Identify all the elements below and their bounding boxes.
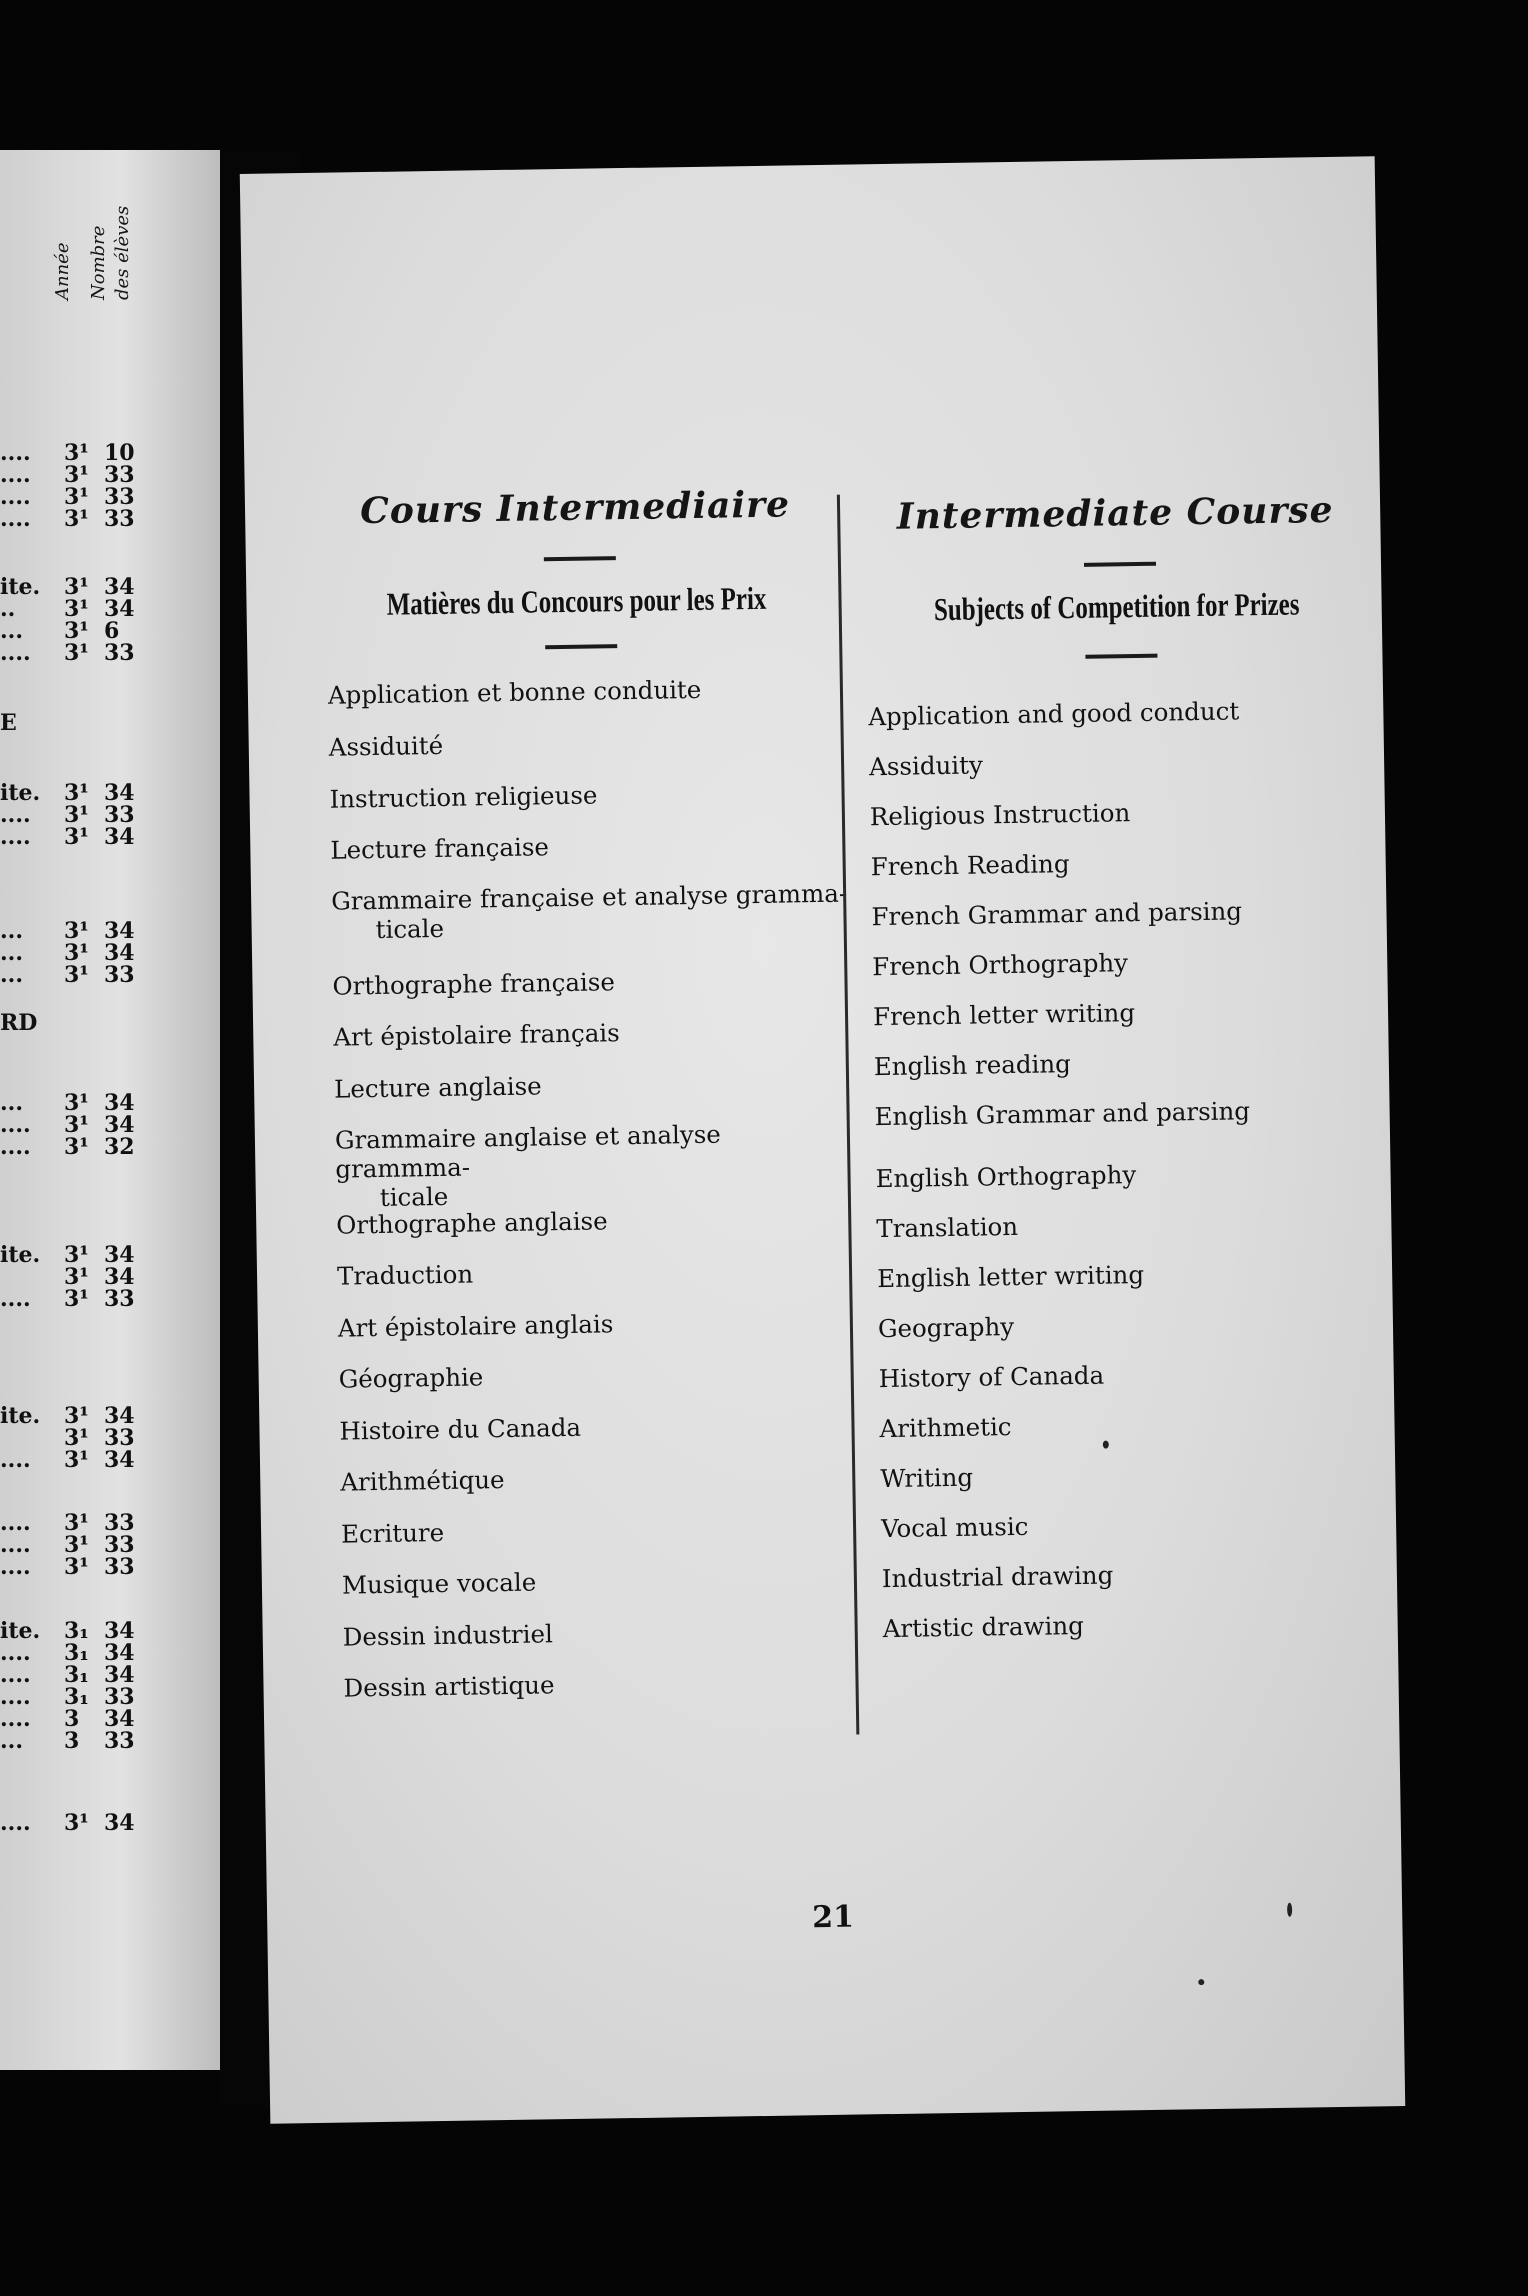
row-year: 3₁ — [64, 1640, 89, 1666]
subject-text: Géographie — [338, 1362, 484, 1394]
english-subject — [876, 1206, 1396, 1243]
row-year: 3¹ — [64, 1286, 89, 1312]
subject-text: Geography — [877, 1312, 1015, 1344]
subject-text: Arithmétique — [340, 1465, 505, 1497]
row-year: 3¹ — [64, 462, 89, 488]
english-subject — [869, 744, 1389, 781]
french-subject — [338, 1356, 858, 1393]
subject-text: Orthographe anglaise — [336, 1206, 608, 1240]
previous-page-row — [0, 962, 210, 988]
row-year: 3¹ — [64, 1264, 89, 1290]
french-subject — [343, 1665, 863, 1702]
subject-text: French letter writing — [872, 998, 1136, 1032]
row-year: 3¹ — [64, 1554, 89, 1580]
row-label: .... — [0, 1510, 31, 1536]
subject-text: Dessin industriel — [342, 1619, 554, 1652]
row-year: 3¹ — [64, 618, 89, 644]
previous-page-row — [0, 1134, 210, 1160]
french-subject — [340, 1459, 860, 1496]
row-count: 33 — [104, 462, 135, 488]
row-count: 34 — [104, 1640, 135, 1666]
english-column — [860, 156, 1360, 1644]
row-count: 34 — [104, 574, 135, 600]
count-column-header: Nombre — [88, 225, 109, 300]
subject-text: English reading — [873, 1049, 1072, 1082]
row-label: .... — [0, 1706, 31, 1732]
row-count: 34 — [104, 1810, 135, 1836]
row-year: 3¹ — [64, 1810, 89, 1836]
previous-page-row — [0, 506, 210, 532]
english-subject — [872, 944, 1392, 981]
row-year: 3¹ — [64, 1403, 89, 1429]
subject-text: Translation — [876, 1211, 1019, 1244]
french-subject — [328, 673, 848, 710]
row-count: 34 — [104, 596, 135, 622]
row-count: 34 — [104, 1447, 135, 1473]
english-subject — [878, 1306, 1398, 1343]
english-subtitle: Subjects of Competition for Prizes — [933, 585, 1300, 628]
column-divider — [837, 495, 859, 1735]
row-year: 3¹ — [64, 962, 89, 988]
row-label: ... — [0, 1090, 23, 1116]
row-count: 33 — [104, 1510, 135, 1536]
english-subject — [871, 894, 1391, 931]
subject-text: English letter writing — [876, 1259, 1145, 1294]
row-count: 34 — [104, 1090, 135, 1116]
title-rule — [544, 556, 616, 561]
subject-text: Traduction — [336, 1259, 474, 1291]
row-label: .... — [0, 1134, 31, 1160]
subject-text: Writing — [880, 1462, 974, 1494]
subject-text-continuation: ticale — [375, 913, 445, 944]
row-count: 33 — [104, 1684, 135, 1710]
row-year: 3¹ — [64, 918, 89, 944]
subject-text: Grammaire française et analyse gramma- — [330, 878, 848, 916]
french-subject — [334, 1066, 854, 1103]
subject-text: Religious Instruction — [869, 798, 1131, 832]
row-year: 3¹ — [64, 574, 89, 600]
page-number: 21 — [811, 1899, 855, 1936]
year-column-header: Année — [52, 242, 73, 300]
french-subject — [337, 1253, 857, 1290]
french-subject — [332, 964, 852, 1001]
row-label: ite. — [0, 780, 41, 806]
row-count: 33 — [104, 802, 135, 828]
row-label: .... — [0, 484, 31, 510]
row-count: 33 — [104, 1532, 135, 1558]
subject-text: Industrial drawing — [881, 1560, 1114, 1594]
row-count: 34 — [104, 1662, 135, 1688]
english-title: Intermediate Course — [896, 488, 1334, 538]
subtitle-rule — [1085, 654, 1157, 659]
french-subject — [338, 1305, 858, 1342]
subject-text: French Reading — [870, 849, 1070, 882]
subject-text: Vocal music — [880, 1511, 1029, 1544]
english-subject — [880, 1456, 1400, 1493]
row-label: .... — [0, 1532, 31, 1558]
row-year: 3¹ — [64, 1447, 89, 1473]
row-label: .... — [0, 1286, 31, 1312]
row-year: 3₁ — [64, 1662, 89, 1688]
subject-text: Assiduité — [328, 730, 444, 762]
row-year: 3 — [64, 1728, 80, 1754]
row-count: 34 — [104, 1403, 135, 1429]
row-count: 33 — [104, 962, 135, 988]
row-label: ... — [0, 618, 23, 644]
row-count: 34 — [104, 1264, 135, 1290]
row-count: 34 — [104, 940, 135, 966]
previous-page-row — [0, 1554, 210, 1580]
french-subject — [343, 1614, 863, 1651]
row-label: .... — [0, 640, 31, 666]
row-count: 34 — [104, 1706, 135, 1732]
row-year: 3¹ — [64, 640, 89, 666]
row-label: .... — [0, 1810, 31, 1836]
english-subject — [870, 844, 1390, 881]
ink-speck — [1103, 1441, 1109, 1449]
subject-text: Art épistolaire anglais — [337, 1309, 614, 1343]
subject-text: Application et bonne conduite — [327, 674, 702, 710]
english-subject — [875, 1156, 1395, 1193]
subject-text: Orthographe française — [332, 967, 616, 1001]
subject-text: Art épistolaire français — [333, 1018, 620, 1052]
english-subject — [870, 794, 1390, 831]
row-year: 3₁ — [64, 1684, 89, 1710]
subject-text: Grammaire anglaise et analyse grammma- — [334, 1119, 721, 1184]
row-year: 3 — [64, 1706, 80, 1732]
row-count: 33 — [104, 640, 135, 666]
subject-text: Arithmetic — [879, 1412, 1012, 1444]
row-year: 3¹ — [64, 484, 89, 510]
row-count: 33 — [104, 506, 135, 532]
row-count: 34 — [104, 918, 135, 944]
row-year: 3¹ — [64, 1090, 89, 1116]
french-subject — [339, 1408, 859, 1445]
row-year: 3¹ — [64, 1242, 89, 1268]
english-subject — [879, 1356, 1399, 1393]
english-subject — [882, 1606, 1402, 1643]
row-label: .... — [0, 440, 31, 466]
row-count: 10 — [104, 440, 135, 466]
row-count: 33 — [104, 1554, 135, 1580]
subject-text: Ecriture — [340, 1517, 445, 1549]
subject-text: Instruction religieuse — [329, 780, 598, 814]
row-label: .... — [0, 462, 31, 488]
previous-page-fragment — [0, 150, 220, 2070]
english-subject — [882, 1556, 1402, 1593]
ink-speck — [1198, 1979, 1204, 1985]
french-title: Cours Intermediaire — [359, 483, 791, 533]
row-count: 34 — [104, 1242, 135, 1268]
row-label: .. — [0, 596, 16, 622]
previous-page-row — [0, 1810, 210, 1836]
row-label: .... — [0, 1662, 31, 1688]
english-subject — [874, 1044, 1394, 1081]
row-year: 3¹ — [64, 1425, 89, 1451]
french-subject — [331, 879, 852, 945]
row-year: 3¹ — [64, 440, 89, 466]
row-year: 3¹ — [64, 940, 89, 966]
count-column-header-2: des élèves — [112, 205, 133, 300]
row-year: 3¹ — [64, 802, 89, 828]
row-count: 33 — [104, 1425, 135, 1451]
previous-page-row — [0, 640, 210, 666]
subject-text: Artistic drawing — [882, 1610, 1085, 1644]
row-label: ite. — [0, 1403, 41, 1429]
previous-page-row — [0, 1728, 210, 1754]
english-subject — [868, 694, 1388, 731]
row-year: 3¹ — [64, 1532, 89, 1558]
previous-page-row — [0, 824, 210, 850]
french-subject — [333, 1015, 853, 1052]
previous-page-row — [0, 1286, 210, 1312]
row-label: .... — [0, 1447, 31, 1473]
row-year: 3₁ — [64, 1618, 89, 1644]
row-count: 34 — [104, 1112, 135, 1138]
row-year: 3¹ — [64, 596, 89, 622]
row-label: .... — [0, 506, 31, 532]
row-count: 6 — [104, 618, 120, 644]
title-rule — [1084, 562, 1156, 567]
row-label: ite. — [0, 1618, 41, 1644]
subject-text: Histoire du Canada — [339, 1412, 582, 1446]
row-count: 33 — [104, 1286, 135, 1312]
french-subtitle: Matières du Concours pour les Prix — [386, 579, 767, 622]
row-year: 3¹ — [64, 824, 89, 850]
section-letter: E — [0, 710, 17, 736]
subject-text: English Grammar and parsing — [874, 1096, 1251, 1132]
french-subject — [329, 777, 849, 814]
row-count: 33 — [104, 484, 135, 510]
english-subject — [879, 1406, 1399, 1443]
row-label: ... — [0, 940, 23, 966]
english-subject — [873, 994, 1393, 1031]
row-year: 3¹ — [64, 780, 89, 806]
row-count: 32 — [104, 1134, 135, 1160]
row-year: 3¹ — [64, 506, 89, 532]
row-year: 3¹ — [64, 1112, 89, 1138]
row-label: ... — [0, 918, 23, 944]
subject-text: Dessin artistique — [343, 1670, 555, 1703]
row-label: .... — [0, 1112, 31, 1138]
row-year: 3¹ — [64, 1134, 89, 1160]
french-column — [320, 165, 848, 1703]
subject-text: Application and good conduct — [868, 696, 1240, 732]
row-label: ite. — [0, 574, 41, 600]
french-subject — [329, 725, 849, 762]
subject-text: English Orthography — [875, 1160, 1137, 1194]
page-21 — [240, 156, 1405, 2124]
row-count: 34 — [104, 1618, 135, 1644]
french-subject — [335, 1117, 856, 1212]
subject-text: French Orthography — [872, 948, 1129, 982]
row-label: ite. — [0, 1242, 41, 1268]
french-subject — [342, 1562, 862, 1599]
subject-text: Lecture française — [330, 832, 550, 865]
row-label: .... — [0, 1684, 31, 1710]
ink-speck — [1287, 1903, 1292, 1917]
row-count: 34 — [104, 824, 135, 850]
row-label: .... — [0, 802, 31, 828]
subject-text: French Grammar and parsing — [871, 896, 1243, 932]
row-label: .... — [0, 824, 31, 850]
row-count: 33 — [104, 1728, 135, 1754]
section-letters: RD — [0, 1010, 38, 1036]
subject-text: Assiduity — [868, 750, 984, 782]
subject-text: History of Canada — [878, 1360, 1105, 1394]
english-subject — [881, 1506, 1401, 1543]
row-count: 34 — [104, 780, 135, 806]
subject-text: Musique vocale — [341, 1567, 537, 1600]
row-label: .... — [0, 1554, 31, 1580]
subtitle-rule — [545, 644, 617, 649]
subject-text-continuation: ticale — [379, 1181, 449, 1212]
row-label: .... — [0, 1640, 31, 1666]
french-subject — [330, 828, 850, 865]
subject-text: Lecture anglaise — [333, 1071, 542, 1104]
previous-page-row — [0, 1447, 210, 1473]
row-label: ... — [0, 962, 23, 988]
english-subject — [877, 1256, 1397, 1293]
french-subject — [341, 1511, 861, 1548]
row-label: ... — [0, 1728, 23, 1754]
english-subject — [874, 1094, 1394, 1131]
row-year: 3¹ — [64, 1510, 89, 1536]
